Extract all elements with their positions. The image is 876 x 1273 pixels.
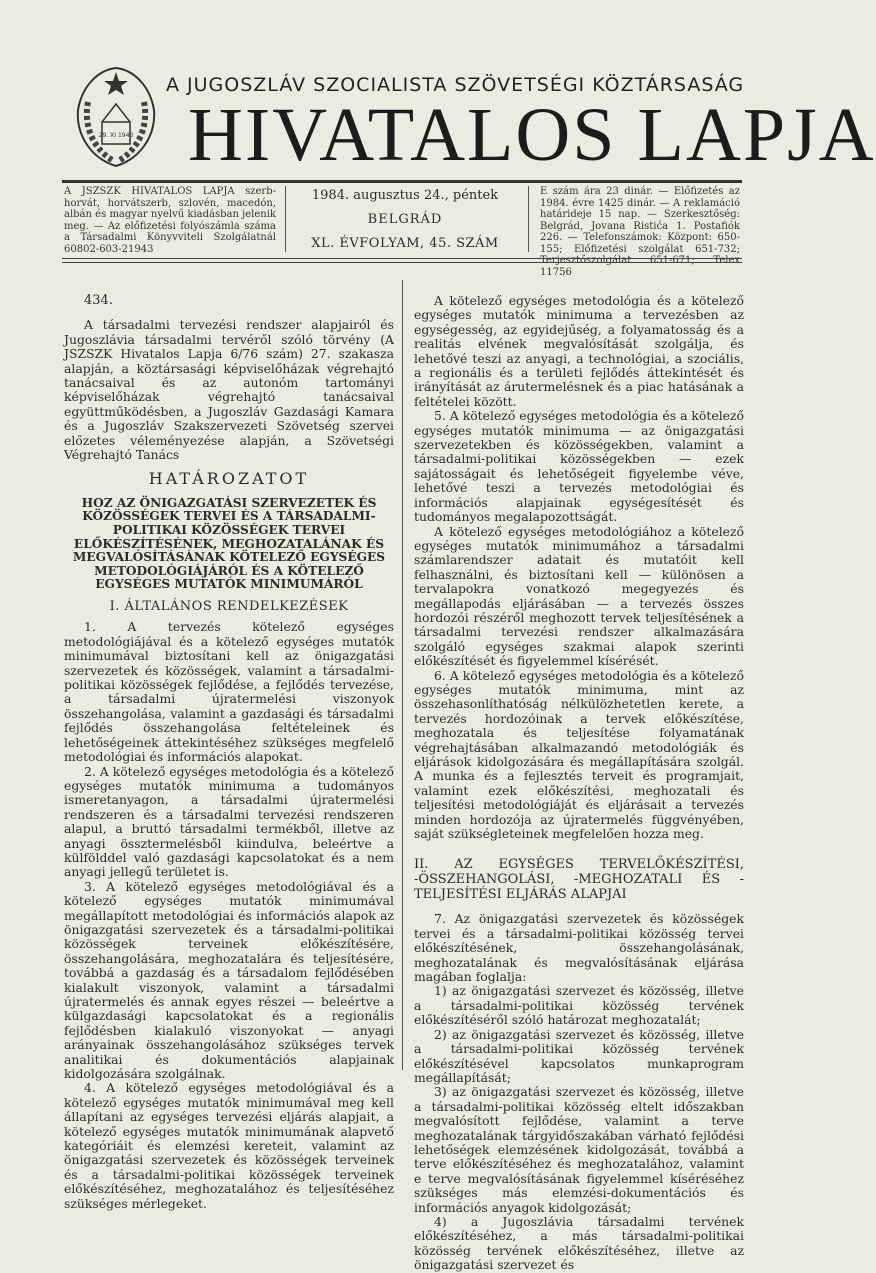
- section-heading-2: II. AZ EGYSÉGES TERVELŐKÉSZÍTÉSI, -ÖSSZEHANGOLÁSI, -MEGHOZATALI ÉS -TELJESÍTÉSI ELJÁRÁS ALAPJAI: [414, 857, 744, 903]
- header-bottom-rule: [62, 258, 742, 259]
- info-subscription: E szám ára 23 dinár. — Előfizetés az 1984. évre 1425 dinár. — A reklamáció határideje 15 nap. — Szerkesztőség: Belgrád, Jovana Ristića 1. Postafiók 226. — Telefonszámok: Központ: 650-155; Előfizetési szolgálat 651-732; Terjesztőszolgálat 651-671; Telex 11756: [540, 186, 740, 278]
- list-item-4: 4) a Jugoszlávia társadalmi tervének előkészítéséhez, a más társadalmi-politikai közösség tervének előkészítéséhez, illetve az önigazgatási szervezet és: [414, 1213, 744, 1273]
- issue-volume: XL. ÉVFOLYAM, 45. SZÁM: [311, 236, 499, 251]
- paragraph-4: 4. A kötelező egységes metodológiával és a kötelező egységes mutatók minimumával meg kell állapítani az egységes tervezési eljárás alapjait, a kötelező egységes mutatók minimumának alapvető kategóriáit és elemzési kereteit, valamint az önigazgatási szervezetek és közösségek terveinek és a társadalmi-politikai közösségek terveinek előkészítéséhez, meghozatalához és teljesítéséhez szükséges mérlegeket.: [64, 1080, 394, 1211]
- paragraph-2: 2. A kötelező egységes metodológia és a kötelező egységes mutatók minimuma a tudományos ismeretanyagon, a társadalmi újratermelési rendszeren és a társadalmi tervezési rendszeren alapul, a bruttó társadalmi termékből, illetve az anyagi össztermelésből kiindulva, beleértve a külfölddel való gazdasági kapcsolatokat és a nem anyagi jellegű területet is.: [64, 763, 394, 880]
- right-column: [414, 293, 744, 1273]
- paragraph-5b: A kötelező egységes metodológiához a kötelező egységes mutatók minimumához a társadalmi számlarendszer adatait és mutatóit kell felhasználni, és biztosítani kell — különösen a tervalapokra vonatkozó megegyezés és megállapodás eljárásában — a tervezés összes hordozói részéről meghozott tervek teljesítésének a társadalmi tervezési rendszer alkalmazására szolgáló egységes szakmai alapok szerinti előkészítését és figyelemmel kísérését.: [414, 523, 744, 669]
- paragraph-5: 5. A kötelező egységes metodológia és a kötelező egységes mutatók minimuma — az önigazgatási szervezetekben és közösségekben, valamint a társadalmi-politikai közösségekben — ezek sajátosságait és lehetőségeit figyelembe véve, lehetővé teszi a tervezés metodológiai és információs alapjainak egységesítését és tudományos megalapozottságát.: [414, 408, 744, 525]
- info-divider-left: [285, 186, 286, 252]
- emblem-date: 29. XI 1943: [98, 132, 134, 139]
- left-column: [64, 293, 394, 1211]
- paragraph-3: 3. A kötelező egységes metodológiával és a kötelező egységes mutatók minimumával megállapított metodológiai és információs alapok az önigazgatási szervezetek és a társadalmi-politikai közösségek terveinek előkészítésére, összehangolására, meghozatalára és teljesítésére, továbbá a gazdaság és a társadalom fejlődésében kialakult viszonyok, valamint a társadalmi újratermelés és annak egyes részei — beleértve a külgazdasági kapcsolatokat és a regionális fejlődésben kialakuló viszonyokat — anyagi arányainak összehangolásához szükséges tervek analitikai és dokumentációs alapjainak kidolgozására szolgálnak.: [64, 878, 394, 1082]
- masthead-title: HIVATALOS LAPJA: [188, 93, 876, 177]
- list-item-2: 2) az önigazgatási szervezet és közösség, illetve a társadalmi-politikai közösség tervének előkészítésével kapcsolatos munkaprogram megállapítását;: [414, 1026, 744, 1085]
- decision-title: HOZ AZ ÖNIGAZGATÁSI SZERVEZETEK ÉS KÖZÖSSÉGEK TERVEI ÉS A TÁRSADALMI-POLITIKAI KÖZÖSSÉGEK TERVEI ELŐKÉSZÍTÉSÉNEK, MEGHOZATALÁNAK ÉS MEGVALÓSÍTÁSÁNAK KÖTELEZŐ EGYSÉGES METODOLÓGIÁJÁRÓL ÉS A KÖTELEZŐ EGYSÉGES MUTATÓK MINIMUMÁRÓL: [72, 495, 386, 592]
- issue-city: BELGRÁD: [367, 212, 443, 227]
- state-emblem-icon: [68, 62, 164, 172]
- masthead-rule: [62, 180, 742, 183]
- info-issue: [300, 186, 510, 254]
- list-item-3: 3) az önigazgatási szervezet és közösség, illetve a társadalmi-politikai közösség eltelt időszakban megvalósított fejlődése, valamint a terve meghozatalának tárgyidőszakában várható fejlődési lehetőségek elemzésének kidolgozását, továbbá a terve előkészítéséhez és meghozatalához, valamint e terve megvalósításának figyelemmel kíséréséhez szükséges más elemzési-dokumentációs és információs anyagok kidolgozását;: [414, 1084, 744, 1215]
- header-bottom-rule-2: [62, 262, 742, 263]
- column-divider: [402, 280, 403, 1070]
- masthead-kicker: A JUGOSZLÁV SZOCIALISTA SZÖVETSÉGI KÖZTÁRSASÁG: [166, 74, 745, 96]
- paragraph-7: 7. Az önigazgatási szervezetek és közösségek tervei és a társadalmi-politikai közösség tervei előkészítésének, összehangolásának, meghozatalának és megvalósításának eljárása magában foglalja:: [414, 911, 744, 985]
- section-heading-1: I. ÁLTALÁNOS RENDELKEZÉSEK: [109, 599, 349, 615]
- paragraph-4-continued: A kötelező egységes metodológia és a kötelező egységes mutatók minimuma a tervezésben az egységesség, az egyidejűség, a folyamatosság és a realitás elvének megvalósítását szolgálja, és lehetővé teszi az anyagi, a technológiai, a szociális, a regionális és a területi fejlődés áttekintését és irányítását az árutermelésnek és a piac hatásának a feltételei között.: [414, 293, 744, 409]
- decision-heading: HATÁROZATOT: [148, 469, 310, 489]
- info-divider-right: [528, 186, 529, 252]
- paragraph-1: 1. A tervezés kötelező egységes metodológiájával és a kötelező egységes mutatók minimumával biztosítani kell az önigazgatási szervezetek és közösségek, valamint a társadalmi-politikai közösségek fejlődése, a fejlődés tervezése, a társadalmi újratermelési viszonyok összehangolása, valamint a gazdasági és társadalmi fejlődés összehangolása feltételeinek és lehetőségeinek áttekintéséhez szükséges megfelelő metodológiai és információs alapokat.: [64, 619, 394, 765]
- list-item-1: 1) az önigazgatási szervezet és közösség, illetve a társadalmi-politikai közösség tervének előkészítéséről szóló határozat meghozatalát;: [414, 983, 744, 1028]
- info-languages: A JSZSZK HIVATALOS LAPJA szerb-horvát, horvátszerb, szlovén, macedón, albán és magyar nyelvű kiadásban jelenik meg. — Az előfizetési folyószámla száma a Társadalmi Könyvviteli Szolgálatnál 60802-603-21943: [64, 186, 276, 255]
- issue-date: 1984. augusztus 24., péntek: [311, 188, 499, 203]
- paragraph-6: 6. A kötelező egységes metodológia és a kötelező egységes mutatók minimuma, mint az összehasonlíthatóság nélkülözhetetlen kerete, a tervezés hordozóinak a tervek előkészítése, meghozatala és teljesítése folyamatának végrehajtásában alkalmazandó metodológiák és eljárások kidolgozására és megállapítására szolgál. A munka és a fejlesztés terveit és programjait, valamint ezek előkészítési, meghozatali és teljesítési metodológiáját és eljárásait a tervezés minden hordozója az újratermelés függvényében, saját szükségleteinek megfelelően hozza meg.: [414, 667, 744, 842]
- preamble: A társadalmi tervezési rendszer alapjairól és Jugoszlávia társadalmi tervéről szóló törvény (A JSZSZK Hivatalos Lapja 6/76 szám) 27. szakasza alapján, a köztársasági képviselőházak végrehajtó tanácsaival és az autonóm tartományi képviselőházak végrehajtó tanácsaival együttműködésben, a Jugoszláv Gazdasági Kamara és a Jugoszláv Szakszervezeti Szövetség szervei előzetes véleményezése alapján, a Szövetségi Végrehajtó Tanács: [64, 317, 394, 463]
- item-number: 434.: [84, 293, 113, 308]
